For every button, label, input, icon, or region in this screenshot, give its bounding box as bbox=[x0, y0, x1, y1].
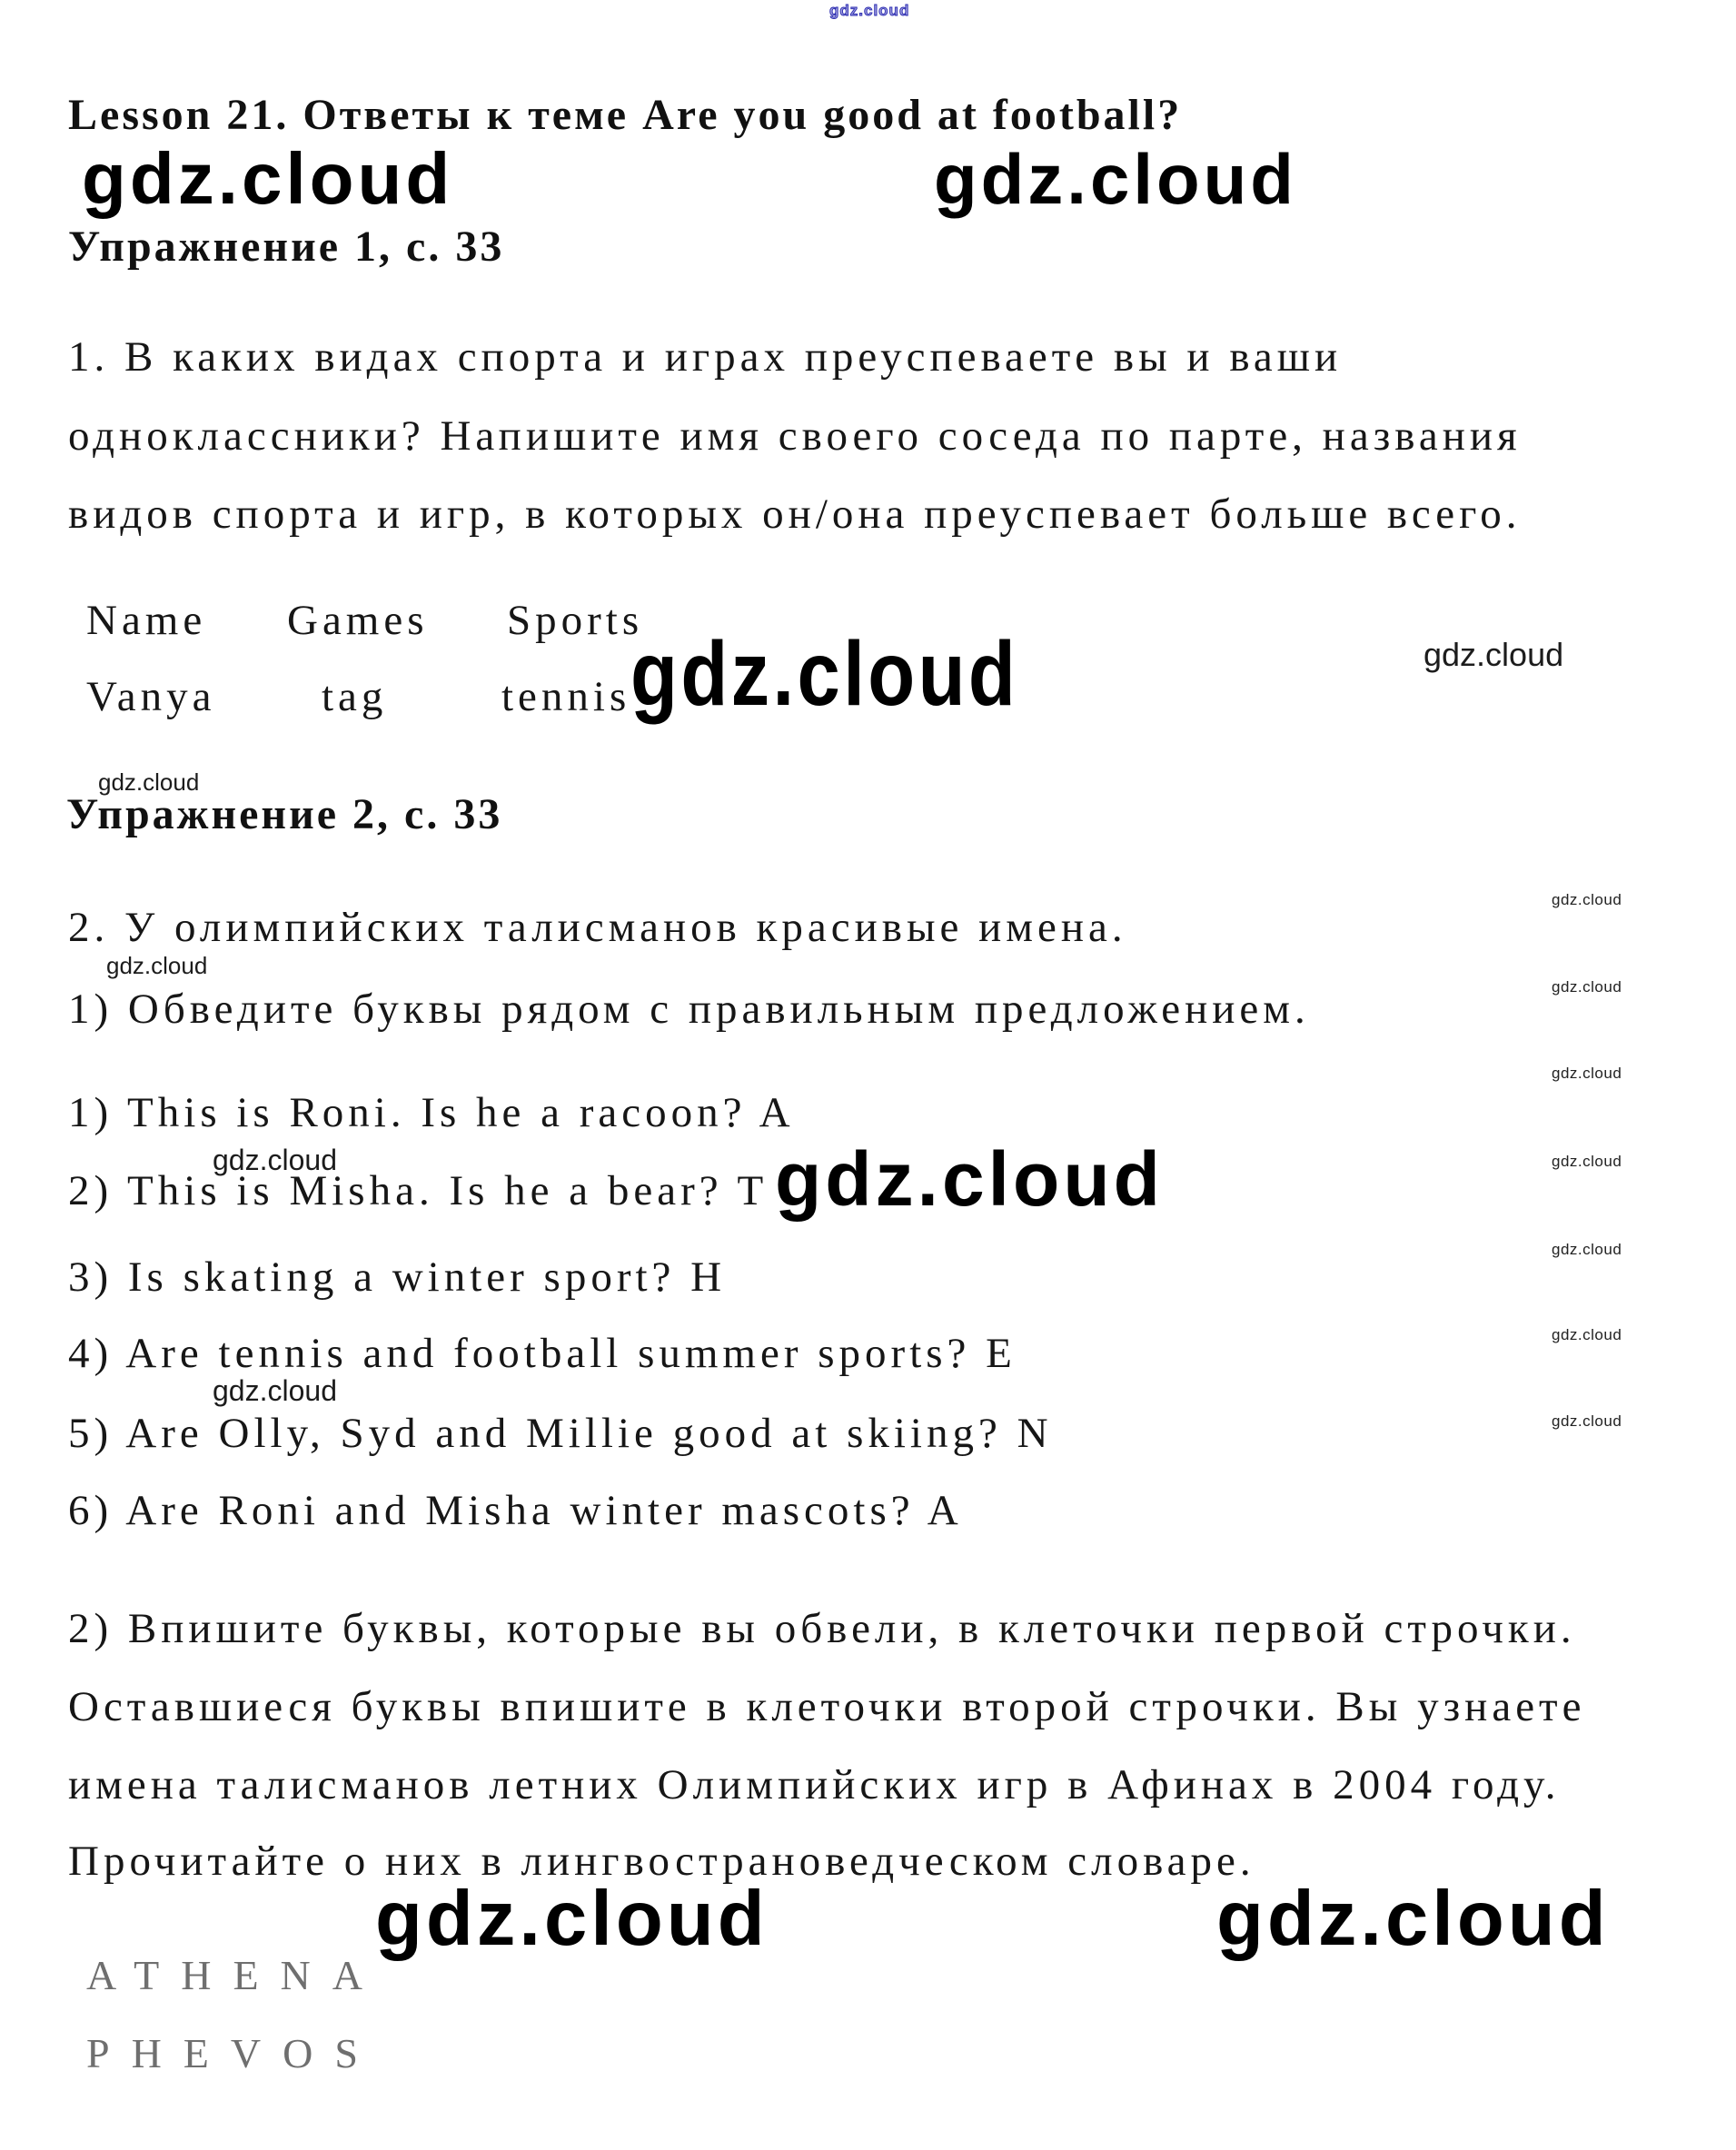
table-header-sports: Sports bbox=[507, 597, 644, 644]
table-header-games: Games bbox=[287, 597, 429, 644]
watermark-small-3: gdz.cloud bbox=[213, 1144, 337, 1176]
question-5: 5) Are Olly, Syd and Millie good at skiing? N bbox=[68, 1410, 1053, 1457]
exercise1-task-line-2: одноклассники? Напишите имя своего соседа по парте, названия bbox=[68, 412, 1522, 460]
exercise2-part2-line-4: Прочитайте о них в лингвострановедческом словаре. bbox=[68, 1838, 1255, 1885]
watermark-top-left: gdz.cloud bbox=[82, 138, 454, 219]
watermark-margin-3: gdz.cloud bbox=[1552, 1065, 1622, 1082]
exercise2-part2-line-1: 2) Впишите буквы, которые вы обвели, в клеточки первой строчки. bbox=[68, 1605, 1576, 1652]
watermark-table-right: gdz.cloud bbox=[1424, 636, 1564, 673]
lesson-title: Lesson 21. Ответы к теме Are you good at football? bbox=[68, 91, 1183, 139]
watermark-mid-center: gdz.cloud bbox=[775, 1136, 1164, 1222]
watermark-margin-4: gdz.cloud bbox=[1552, 1153, 1622, 1170]
watermark-table-center: gdz.cloud bbox=[630, 623, 1019, 725]
mascot-answer-phevos: PHEVOS bbox=[86, 2030, 380, 2076]
exercise2-heading: Упражнение 2, с. 33 bbox=[66, 790, 503, 838]
watermark-small-2: gdz.cloud bbox=[106, 952, 208, 979]
watermark-small-1: gdz.cloud bbox=[98, 768, 200, 796]
watermark-bottom-left: gdz.cloud bbox=[375, 1876, 769, 1962]
question-6: 6) Are Roni and Misha winter mascots? A bbox=[68, 1487, 963, 1534]
exercise2-part2-line-3: имена талисманов летних Олимпийских игр в Афинах в 2004 году. bbox=[68, 1761, 1561, 1808]
exercise2-intro: 2. У олимпийских талисманов красивые имена. bbox=[68, 904, 1127, 951]
watermark-margin-6: gdz.cloud bbox=[1552, 1326, 1622, 1343]
exercise1-task-line-1: 1. В каких видах спорта и играх преуспеваете вы и ваши bbox=[68, 333, 1343, 381]
watermark-margin-7: gdz.cloud bbox=[1552, 1412, 1622, 1430]
question-4: 4) Are tennis and football summer sports? E bbox=[68, 1330, 1017, 1377]
exercise1-heading: Упражнение 1, с. 33 bbox=[68, 223, 505, 271]
watermark-margin-1: gdz.cloud bbox=[1552, 891, 1622, 908]
table-header-name: Name bbox=[86, 597, 207, 644]
question-1: 1) This is Roni. Is he a racoon? A bbox=[68, 1089, 795, 1136]
exercise2-part1-instruction: 1) Обведите буквы рядом с правильным предложением. bbox=[68, 986, 1310, 1033]
table-cell-name: Vanya bbox=[86, 673, 216, 720]
question-3: 3) Is skating a winter sport? H bbox=[68, 1253, 727, 1301]
watermark-margin-2: gdz.cloud bbox=[1552, 978, 1622, 996]
table-cell-sports: tennis bbox=[501, 673, 631, 720]
question-2: 2) This is Misha. Is he a bear? T bbox=[68, 1167, 769, 1214]
exercise1-task-line-3: видов спорта и игр, в которых он/она преуспевает больше всего. bbox=[68, 490, 1522, 538]
exercise2-part2-line-2: Оставшиеся буквы впишите в клеточки второй строчки. Вы узнаете bbox=[68, 1683, 1586, 1730]
table-cell-games: tag bbox=[322, 673, 388, 720]
watermark-top-blue: gdz.cloud bbox=[829, 2, 910, 19]
watermark-bottom-right: gdz.cloud bbox=[1216, 1876, 1610, 1962]
watermark-margin-5: gdz.cloud bbox=[1552, 1241, 1622, 1258]
watermark-top-right: gdz.cloud bbox=[934, 139, 1297, 219]
mascot-answer-athena: ATHENA bbox=[86, 1952, 384, 1998]
watermark-small-4: gdz.cloud bbox=[213, 1374, 337, 1407]
